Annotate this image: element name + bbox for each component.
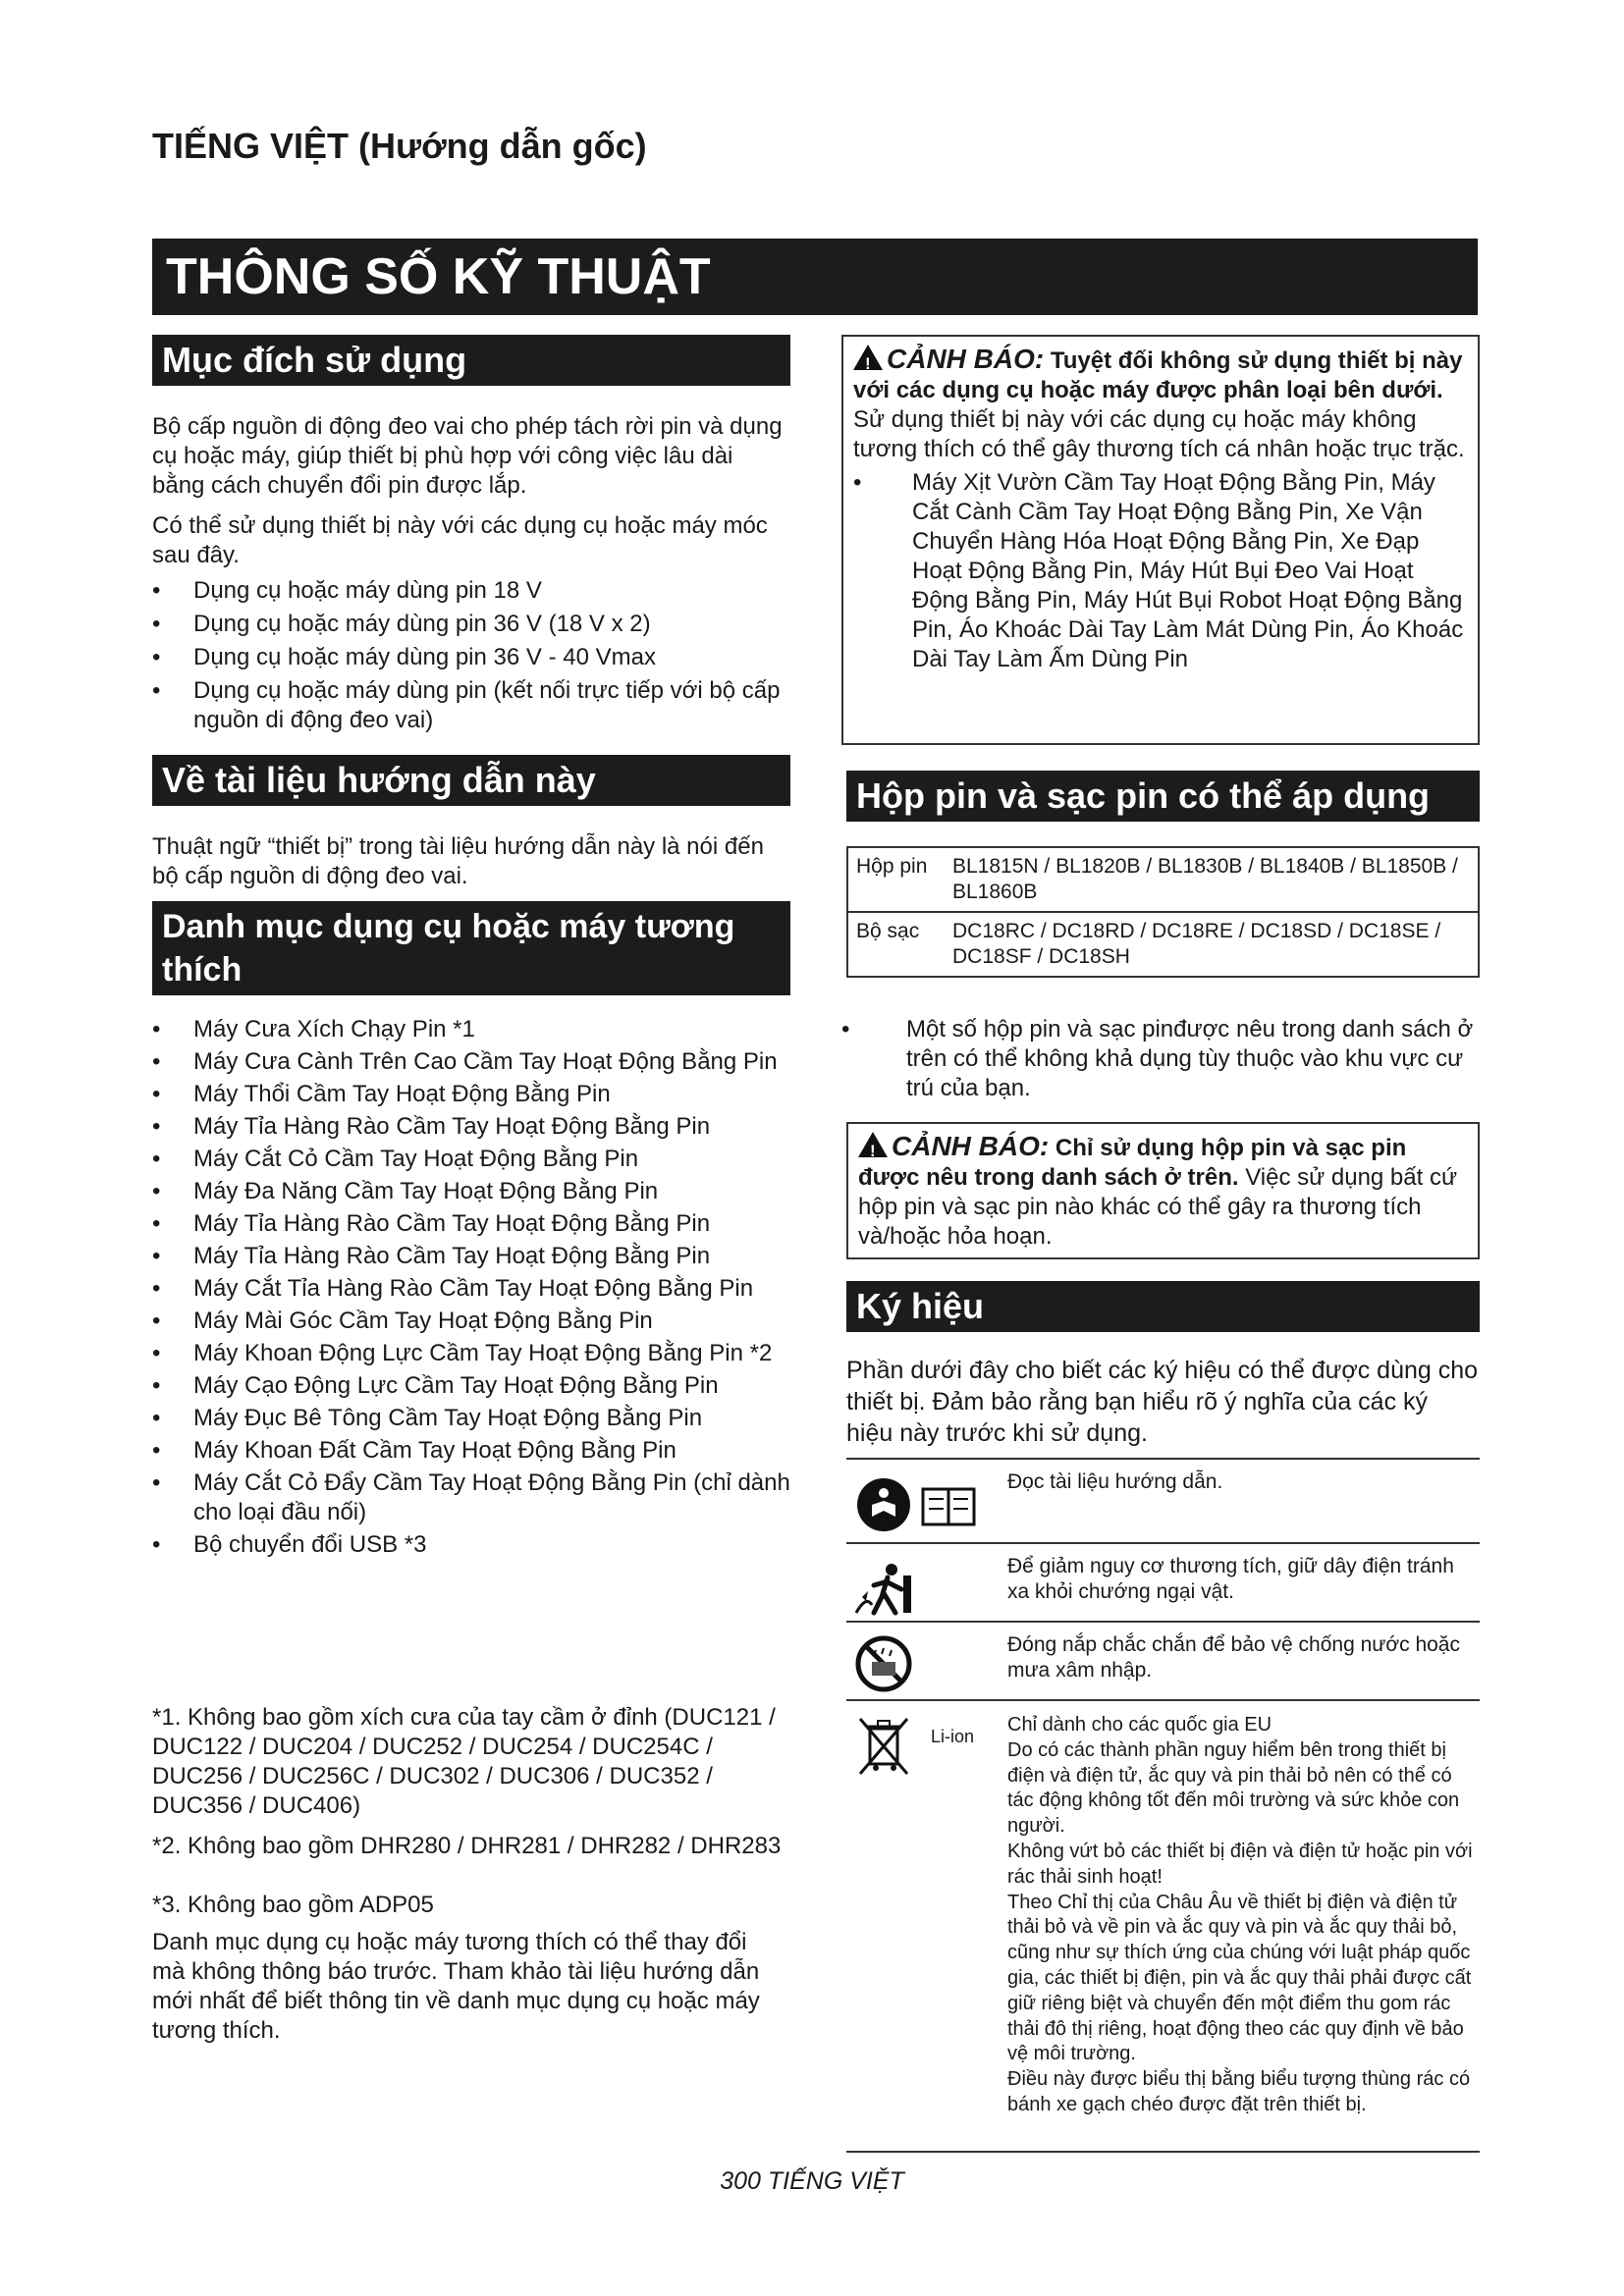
list-item: • Máy Cắt Tỉa Hàng Rào Cầm Tay Hoạt Động Bằng Pin: [152, 1274, 790, 1304]
warning-triangle-icon: [858, 1132, 888, 1157]
charger-label: Bộ sạc: [847, 912, 952, 977]
footnote-1: *1. Không bao gồm xích cưa của tay cầm ở đỉnh (DUC121 / DUC122 / DUC204 / DUC252 / DUC254 / DUC254C / DUC256 / DUC256C / DUC302 / DUC306 / DUC352 / DUC356 / DUC406): [152, 1704, 776, 1819]
compatible-closing: Danh mục dụng cụ hoặc máy tương thích có thể thay đổi mà không thông báo trước. Tham khảo tài liệu hướng dẫn mới nhất để biết thông tin về danh mục dụng cụ hoặc máy tương thích.: [152, 1929, 760, 2044]
list-item: • Một số hộp pin và sạc pinđược nêu trong danh sách ở trên có thể không khả dụng tùy thuộc vào khu vực cư trú của bạn.: [841, 1015, 1480, 1103]
symbols-table: [846, 1458, 1480, 2153]
symbol-text: Chỉ dành cho các quốc gia EU Do có các thành phần nguy hiểm bên trong thiết bị điện và điện tử, ắc quy và pin thải bỏ nên có thể có tác động không tốt đến môi trường và sức khỏe con người. Không vứt bỏ các thiết bị điện và điện tử hoặc pin với rác thải sinh hoạt! Theo Chỉ thị của Châu Âu về thiết bị điện và điện tử thải bỏ và về pin và ắc quy và pin và ắc quy thải bỏ, cũng như sự thích ứng của chúng với luật pháp quốc gia, các thiết bị điện, pin và ắc quy thải phải được cất giữ riêng biệt và chuyển đến một điểm thu gom rác thải đô thị riêng, hoạt động theo các quy định về bảo vệ môi trường. Điều này được biểu thị bằng biểu tượng thùng rác có bánh xe gạch chéo được đặt trên thiết bị.: [1007, 1714, 1473, 2115]
compatible-list: [152, 1015, 790, 1563]
table-row: [847, 847, 1479, 912]
warning-triangle-icon: [853, 345, 883, 370]
list-item: • Máy Thổi Cầm Tay Hoạt Động Bằng Pin: [152, 1080, 790, 1109]
list-item: • Máy Cạo Động Lực Cầm Tay Hoạt Động Bằng Pin: [152, 1371, 790, 1401]
language-title: TIẾNG VIỆT (Hướng dẫn gốc): [152, 126, 647, 166]
list-item: • Máy Tỉa Hàng Rào Cầm Tay Hoạt Động Bằng Pin: [152, 1112, 790, 1142]
symbol-row: [846, 1701, 1480, 2153]
crossed-bin-icon: [852, 1715, 990, 1774]
list-item: • Máy Mài Góc Cầm Tay Hoạt Động Bằng Pin: [152, 1307, 790, 1336]
list-item: • Dụng cụ hoặc máy dùng pin 18 V: [152, 576, 790, 606]
list-item: • Máy Khoan Đất Cầm Tay Hoạt Động Bằng Pin: [152, 1436, 790, 1466]
battery-heading: Hộp pin và sạc pin có thể áp dụng: [846, 771, 1480, 822]
list-item: • Dụng cụ hoặc máy dùng pin 36 V (18 V x 2): [152, 610, 790, 639]
li-ion-badge: Li-ion: [931, 1727, 975, 1746]
list-item: • Máy Cắt Cỏ Đẩy Cầm Tay Hoạt Động Bằng Pin (chỉ dành cho loại đầu nối): [152, 1468, 790, 1527]
compatible-heading: Danh mục dụng cụ hoặc máy tương thích: [152, 901, 790, 995]
intended-use-para2: Có thể sử dụng thiết bị này với các dụng cụ hoặc máy móc sau đây.: [152, 512, 768, 568]
warning-1-list: [853, 468, 1468, 674]
footnote-2: *2. Không bao gồm DHR280 / DHR281 / DHR282 / DHR283: [152, 1833, 782, 1859]
symbol-row: [846, 1623, 1480, 1701]
warning-label: CẢNH BÁO:: [892, 1131, 1050, 1161]
list-item: • Máy Xịt Vườn Cầm Tay Hoạt Động Bằng Pin, Máy Cắt Cành Cầm Tay Hoạt Động Bằng Pin, Xe Vận Chuyển Hàng Hóa Hoạt Động Bằng Pin, Xe Đạp Hoạt Động Bằng Pin, Máy Hút Bụi Đeo Vai Hoạt Động Bằng Pin, Máy Hút Bụi Robot Hoạt Động Bằng Pin, Áo Khoác Dài Tay Làm Mát Dùng Pin, Áo Khoác Dài Tay Làm Ấm Dùng Pin: [853, 468, 1468, 674]
main-title: THÔNG SỐ KỸ THUẬT: [152, 239, 1478, 315]
battery-label: Hộp pin: [847, 847, 952, 912]
list-item: • Bộ chuyển đổi USB *3: [152, 1530, 790, 1560]
symbol-row: [846, 1544, 1480, 1623]
list-item: • Máy Cắt Cỏ Cầm Tay Hoạt Động Bằng Pin: [152, 1145, 790, 1174]
list-item: • Máy Tỉa Hàng Rào Cầm Tay Hoạt Động Bằng Pin: [152, 1242, 790, 1271]
symbols-heading: Ký hiệu: [846, 1281, 1480, 1332]
list-item: • Dụng cụ hoặc máy dùng pin 36 V - 40 Vmax: [152, 643, 790, 672]
page-footer: 300 TIẾNG VIỆT: [720, 2167, 904, 2195]
table-row: [847, 912, 1479, 977]
battery-note-list: [841, 1015, 1480, 1107]
list-item: • Máy Cưa Xích Chạy Pin *1: [152, 1015, 790, 1044]
symbol-text: Đọc tài liệu hướng dẫn.: [1007, 1470, 1223, 1493]
intended-use-heading: Mục đích sử dụng: [152, 335, 790, 386]
intended-use-list: [152, 576, 790, 739]
intended-use-para1: Bộ cấp nguồn di động đeo vai cho phép tách rời pin và dụng cụ hoặc máy, giúp thiết bị phù hợp với công việc lâu dài bằng cách chuyển đổi pin được lắp.: [152, 413, 783, 499]
footnote-3: *3. Không bao gồm ADP05: [152, 1892, 434, 1918]
symbol-text: Đóng nắp chắc chắn để bảo vệ chống nước hoặc mưa xâm nhập.: [1007, 1633, 1460, 1682]
warning-label: CẢNH BÁO:: [887, 344, 1045, 374]
list-item: • Máy Tỉa Hàng Rào Cầm Tay Hoạt Động Bằng Pin: [152, 1209, 790, 1239]
warning-1-text: !CẢNH BÁO: Tuyệt đối không sử dụng thiết bị này với các dụng cụ hoặc máy được phân loại bên dưới. Sử dụng thiết bị này với các dụng cụ hoặc máy không tương thích có thể gây thương tích cá nhân hoặc trục trặc.: [853, 345, 1468, 464]
battery-table: [846, 846, 1480, 978]
charger-models: DC18RC / DC18RD / DC18RE / DC18SD / DC18SE / DC18SF / DC18SH: [952, 912, 1479, 977]
list-item: • Dụng cụ hoặc máy dùng pin (kết nối trực tiếp với bộ cấp nguồn di động đeo vai): [152, 676, 790, 735]
symbols-intro: Phần dưới đây cho biết các ký hiệu có thể được dùng cho thiết bị. Đảm bảo rằng bạn hiểu rõ ý nghĩa của các ký hiệu này trước khi sử dụng.: [846, 1357, 1479, 1447]
about-manual-heading: Về tài liệu hướng dẫn này: [152, 755, 790, 806]
cord-away-obstacle-icon: [852, 1556, 990, 1615]
symbol-row: [846, 1460, 1480, 1544]
list-item: • Máy Cưa Cành Trên Cao Cầm Tay Hoạt Động Bằng Pin: [152, 1047, 790, 1077]
about-manual-text: Thuật ngữ “thiết bị” trong tài liệu hướng dẫn này là nói đến bộ cấp nguồn di động đeo vai.: [152, 833, 764, 889]
read-manual-icon: [852, 1471, 990, 1530]
warning-box-2: !CẢNH BÁO: Chỉ sử dụng hộp pin và sạc pin được nêu trong danh sách ở trên. Việc sử dụng bất cứ hộp pin và sạc pin nào khác có thể gây ra thương tích và/hoặc hỏa hoạn.: [846, 1122, 1480, 1259]
list-item: • Máy Đa Năng Cầm Tay Hoạt Động Bằng Pin: [152, 1177, 790, 1206]
warning-box-1: [841, 335, 1480, 745]
list-item: • Máy Khoan Động Lực Cầm Tay Hoạt Động Bằng Pin *2: [152, 1339, 790, 1368]
list-item: • Máy Đục Bê Tông Cầm Tay Hoạt Động Bằng Pin: [152, 1404, 790, 1433]
waterproof-cover-icon: [852, 1634, 990, 1693]
battery-models: BL1815N / BL1820B / BL1830B / BL1840B / BL1850B / BL1860B: [952, 847, 1479, 912]
symbol-text: Để giảm nguy cơ thương tích, giữ dây điện tránh xa khỏi chướng ngại vật.: [1007, 1555, 1454, 1603]
